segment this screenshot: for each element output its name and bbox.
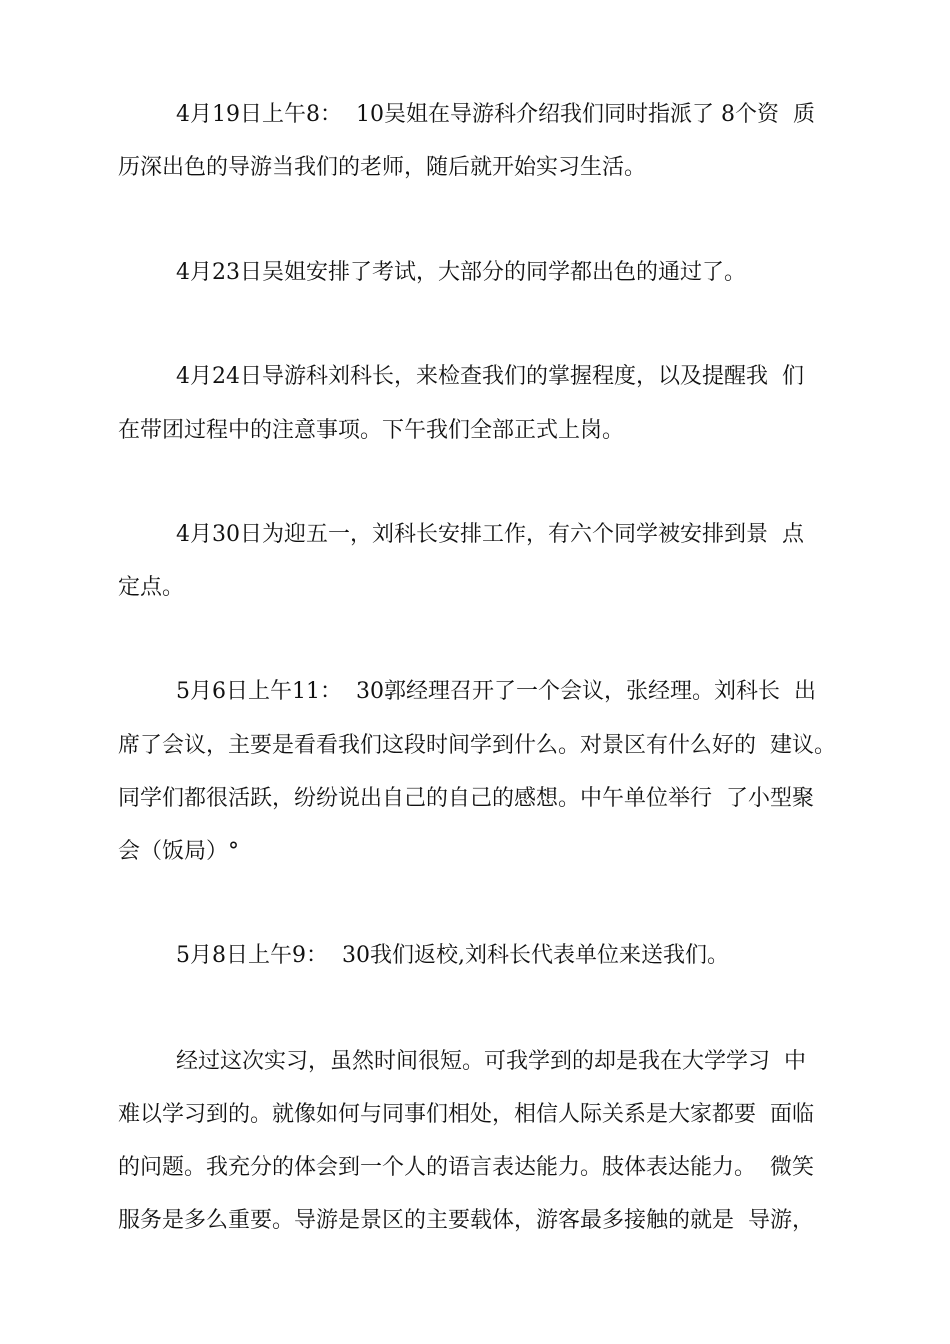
paragraph-5-line-4: 会（饭局）° xyxy=(118,839,240,864)
paragraph-1-line-2: 历深出色的导游当我们的老师，随后就开始实习生活。 xyxy=(118,155,647,180)
paragraph-4-line-2: 定点。 xyxy=(118,575,185,600)
paragraph-3-line-2: 在带团过程中的注意事项。下午我们全部正式上岗。 xyxy=(118,418,625,443)
paragraph-7-line-3: 的问题。我充分的体会到一个人的语言表达能力。肢体表达能力。 微笑 xyxy=(118,1155,814,1180)
paragraph-5-line-2: 席了会议，主要是看看我们这段时间学到什么。对景区有什么好的 建议。 xyxy=(118,733,836,758)
paragraph-7-line-1: 经过这次实习，虽然时间很短。可我学到的却是我在大学学习 中 xyxy=(176,1049,806,1074)
paragraph-5-line-1: 5月6日上午11： 30郭经理召开了一个会议，张经理。刘科长 出 xyxy=(176,679,816,704)
paragraph-1-line-1: 4月19日上午8： 10吴姐在导游科介绍我们同时指派了 8个资 质 xyxy=(176,102,815,127)
paragraph-7-line-2: 难以学习到的。就像如何与同事们相处，相信人际关系是大家都要 面临 xyxy=(118,1102,814,1127)
paragraph-3-line-1: 4月24日导游科刘科长，来检查我们的掌握程度，以及提醒我 们 xyxy=(176,364,804,389)
paragraph-4-line-1: 4月30日为迎五一，刘科长安排工作，有六个同学被安排到景 点 xyxy=(176,522,804,547)
paragraph-7-line-4: 服务是多么重要。导游是景区的主要载体，游客最多接触的就是 导游， xyxy=(118,1208,814,1233)
paragraph-6-line-1: 5月8日上午9： 30我们返校,刘科长代表单位来送我们。 xyxy=(176,943,729,968)
paragraph-2-line-1: 4月23日吴姐安排了考试，大部分的同学都出色的通过了。 xyxy=(176,260,746,285)
paragraph-5-line-3: 同学们都很活跃，纷纷说出自己的自己的感想。中午单位举行 了小型聚 xyxy=(118,786,814,811)
